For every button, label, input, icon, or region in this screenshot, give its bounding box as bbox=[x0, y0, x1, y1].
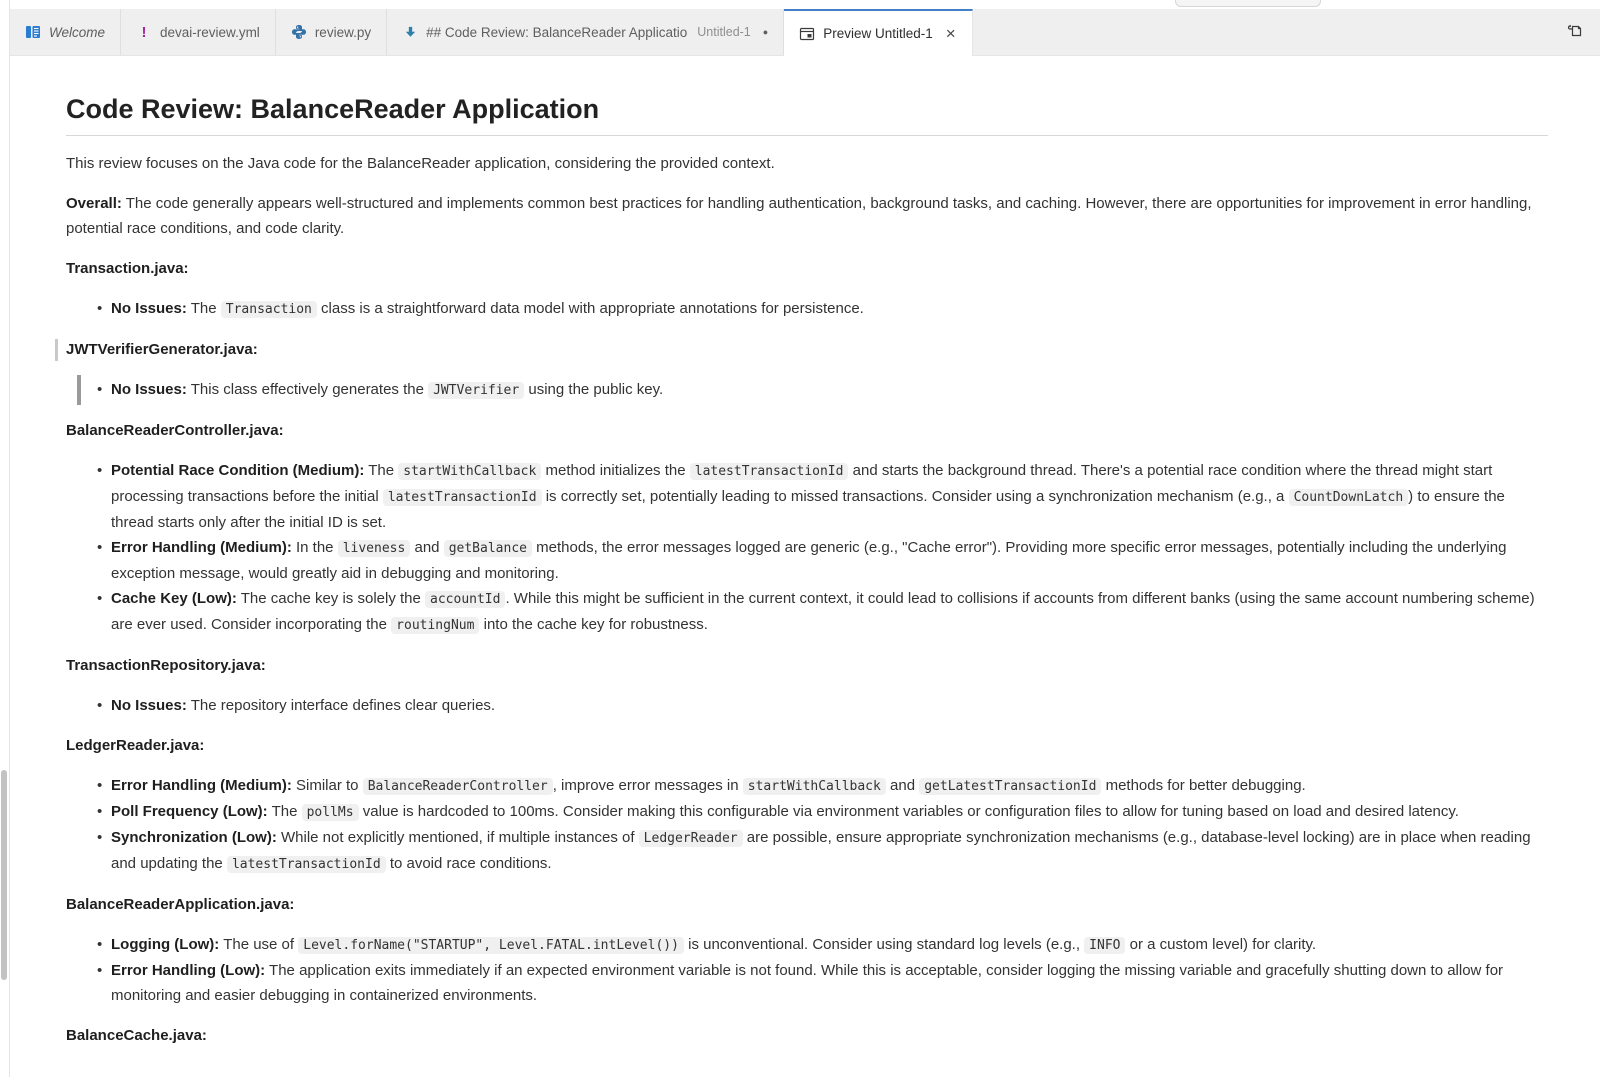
active-line-marker bbox=[55, 339, 58, 361]
section-heading bbox=[66, 653, 1548, 678]
inline-code: pollMs bbox=[302, 804, 359, 821]
overall-label: Overall: bbox=[66, 195, 122, 212]
issue-list bbox=[66, 377, 1548, 403]
titlebar-strip bbox=[10, 0, 1600, 9]
tab-review-py[interactable] bbox=[276, 9, 387, 55]
inline-code: routingNum bbox=[391, 617, 479, 634]
list-item: • Error Handling (Medium): In the liveness and getBalance methods, the error messages logged are generic (e.g., "Cache error"). Providing more specific error messages, potentially including the underlying exception message, would greatly aid in debugging and monitoring. bbox=[111, 535, 1548, 586]
section-heading bbox=[66, 733, 1548, 758]
issue-label: Poll Frequency (Low): bbox=[111, 803, 268, 820]
tab-preview-untitled-1[interactable] bbox=[784, 9, 972, 56]
tab-devai-review-yml[interactable] bbox=[121, 9, 276, 55]
overall-text: The code generally appears well-structured and implements common best practices for handling authentication, background tasks, and caching. However, there are opportunities for improvement in error handling, potential race conditions, and code clarity. bbox=[66, 195, 1532, 237]
issue-label: Synchronization (Low): bbox=[111, 829, 277, 846]
section-heading-text: BalanceReaderApplication.java: bbox=[66, 896, 295, 913]
issue-list bbox=[66, 296, 1548, 322]
tab-label: devai-review.yml bbox=[160, 24, 260, 40]
inline-code: startWithCallback bbox=[743, 778, 886, 795]
section-heading-text: Transaction.java: bbox=[66, 260, 189, 277]
section-heading bbox=[66, 892, 1548, 917]
issue-list bbox=[66, 458, 1548, 638]
inline-code: LedgerReader bbox=[639, 830, 743, 847]
document-sections bbox=[66, 256, 1548, 1048]
active-line-marker bbox=[77, 375, 81, 405]
section-heading bbox=[66, 256, 1548, 281]
split-editor-button[interactable] bbox=[1564, 21, 1586, 43]
inline-code: Transaction bbox=[221, 301, 317, 318]
list-item: • No Issues: The Transaction class is a straightforward data model with appropriate annotations for persistence. bbox=[111, 296, 1548, 322]
command-center-fragment bbox=[1175, 0, 1321, 7]
section-heading bbox=[66, 337, 1548, 362]
issue-label: No Issues: bbox=[111, 697, 187, 714]
issue-label: Error Handling (Low): bbox=[111, 962, 266, 979]
list-item: • Synchronization (Low): While not explicitly mentioned, if multiple instances of LedgerReader are possible, ensure appropriate synchronization mechanisms (e.g., database-level locking) are in place when reading and updating the latestTransactionId to avoid race conditions. bbox=[111, 825, 1548, 877]
issue-list bbox=[66, 773, 1548, 877]
left-scrollbar-thumb[interactable] bbox=[1, 770, 7, 980]
issue-list bbox=[66, 693, 1548, 718]
tab-label: Welcome bbox=[49, 24, 106, 40]
section-heading-text: BalanceReaderController.java: bbox=[66, 422, 284, 439]
list-item: • Error Handling (Low): The application exits immediately if an expected environment variable is not found. While this is acceptable, consider logging the missing variable and gracefully shutting down to allow for monitoring and easier debugging in containerized environments. bbox=[111, 958, 1548, 1008]
issue-label: Error Handling (Medium): bbox=[111, 777, 292, 794]
page-title: Code Review: BalanceReader Application bbox=[66, 94, 1548, 136]
list-item: • Potential Race Condition (Medium): The startWithCallback method initializes the latestTransactionId and starts the background thread. There's a potential race condition where the thread might start processing transactions before the initial latestTransactionId is correctly set, potentially leading to missed transactions. Consider using a synchronization mechanism (e.g., a CountDownLatch ) to ensure the thread starts only after the initial ID is set. bbox=[111, 458, 1548, 535]
section-heading bbox=[66, 1023, 1548, 1048]
section-heading-text: JWTVerifierGenerator.java: bbox=[66, 341, 258, 358]
section-heading-text: LedgerReader.java: bbox=[66, 737, 205, 754]
intro-paragraph bbox=[66, 151, 1548, 176]
issue-label: No Issues: bbox=[111, 381, 187, 398]
inline-code: liveness bbox=[338, 540, 411, 557]
inline-code: startWithCallback bbox=[398, 463, 541, 480]
inline-code: latestTransactionId bbox=[690, 463, 849, 480]
issue-label: Cache Key (Low): bbox=[111, 590, 237, 607]
section-heading-text: BalanceCache.java: bbox=[66, 1027, 207, 1044]
tab-code-review-md[interactable] bbox=[387, 9, 784, 55]
list-item: • No Issues: This class effectively generates the JWTVerifier using the public key. bbox=[111, 377, 1548, 403]
split-editor-icon bbox=[1566, 21, 1584, 44]
modified-dot-icon[interactable]: ● bbox=[762, 27, 769, 37]
tab-strip bbox=[10, 9, 973, 55]
editor-group bbox=[10, 0, 1600, 1077]
inline-code: getLatestTransactionId bbox=[919, 778, 1101, 795]
issue-label: Potential Race Condition (Medium): bbox=[111, 462, 365, 479]
inline-code: CountDownLatch bbox=[1289, 489, 1409, 506]
preview-icon bbox=[799, 26, 815, 42]
markdown-preview bbox=[10, 56, 1600, 1077]
tab-welcome[interactable] bbox=[10, 9, 121, 55]
issue-label: Logging (Low): bbox=[111, 936, 220, 953]
inline-code: INFO bbox=[1084, 937, 1125, 954]
inline-code: JWTVerifier bbox=[428, 382, 524, 399]
section-heading-text: TransactionRepository.java: bbox=[66, 657, 266, 674]
tab-label: ## Code Review: BalanceReader Applicatio bbox=[426, 24, 688, 40]
section-heading bbox=[66, 418, 1548, 443]
python-icon bbox=[291, 24, 307, 40]
inline-code: Level.forName("STARTUP", Level.FATAL.intLevel()) bbox=[298, 937, 684, 954]
inline-code: latestTransactionId bbox=[383, 489, 542, 506]
inline-code: getBalance bbox=[444, 540, 532, 557]
close-icon[interactable]: × bbox=[945, 24, 956, 43]
tab-label: Preview Untitled-1 bbox=[823, 26, 933, 41]
inline-code: BalanceReaderController bbox=[363, 778, 553, 795]
list-item: • Poll Frequency (Low): The pollMs value is hardcoded to 100ms. Consider making this configurable via environment variables or configuration files to allow for tuning based on load and desired latency. bbox=[111, 799, 1548, 825]
tab-label: review.py bbox=[314, 24, 372, 40]
intro-text: This review focuses on the Java code for the BalanceReader application, considering the provided context. bbox=[66, 155, 775, 172]
inline-code: latestTransactionId bbox=[227, 856, 386, 873]
list-item: • Cache Key (Low): The cache key is solely the accountId . While this might be sufficient in the current context, it could lead to collisions if accounts from different banks (using the same account numbering scheme) are ever used. Consider incorporating the routingNum into the cache key for robustness. bbox=[111, 586, 1548, 638]
issue-label: Error Handling (Medium): bbox=[111, 539, 292, 556]
issue-label: No Issues: bbox=[111, 300, 187, 317]
editor-actions bbox=[1564, 9, 1600, 55]
welcome-icon bbox=[25, 24, 41, 40]
issue-list bbox=[66, 932, 1548, 1008]
overall-paragraph bbox=[66, 191, 1548, 241]
list-item: • Error Handling (Medium): Similar to BalanceReaderController , improve error messages in startWithCallback and getLatestTransactionId methods for better debugging. bbox=[111, 773, 1548, 799]
tab-bar bbox=[10, 9, 1600, 56]
inline-code: accountId bbox=[425, 591, 505, 608]
yaml-icon: ! bbox=[141, 23, 147, 41]
list-item: • No Issues: The repository interface defines clear queries. bbox=[111, 693, 1548, 718]
list-item: • Logging (Low): The use of Level.forName("STARTUP", Level.FATAL.intLevel()) is unconventional. Consider using standard log levels (e.g., INFO or a custom level) for clarity. bbox=[111, 932, 1548, 958]
tab-secondary-label: Untitled-1 bbox=[697, 25, 751, 39]
down-arrow-icon bbox=[402, 24, 418, 40]
